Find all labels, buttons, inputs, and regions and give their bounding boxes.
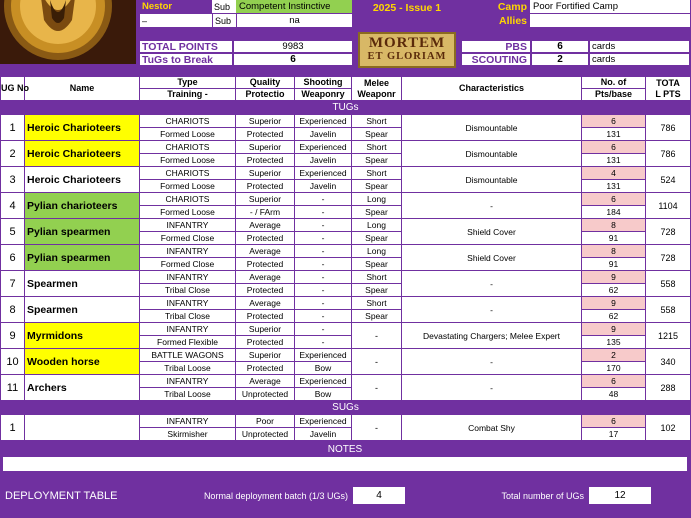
unit-quality[interactable]: Superior: [236, 193, 295, 206]
shield-logo-icon: [0, 0, 136, 64]
unit-base-count[interactable]: 9: [582, 271, 646, 284]
unit-points-per-base: 131: [582, 128, 646, 141]
unit-base-count[interactable]: 8: [582, 219, 646, 232]
unit-number: 10: [1, 349, 25, 375]
unit-weaponry[interactable]: Bow: [295, 362, 352, 375]
second-sub-label: Sub: [212, 14, 236, 27]
second-general-label: –: [140, 14, 212, 27]
unit-base-count[interactable]: 8: [582, 245, 646, 258]
unit-characteristics[interactable]: -: [402, 349, 582, 375]
unit-type[interactable]: INFANTRY: [140, 323, 236, 336]
unit-number: 5: [1, 219, 25, 245]
unit-quality[interactable]: Average: [236, 245, 295, 258]
unit-points-per-base: 62: [582, 284, 646, 297]
unit-training[interactable]: Skirmisher: [140, 428, 236, 441]
unit-melee[interactable]: -: [352, 323, 402, 349]
col-ug-no: UG No: [1, 77, 25, 101]
unit-name[interactable]: Heroic Charioteers: [25, 115, 140, 141]
unit-points-per-base: 184: [582, 206, 646, 219]
unit-protection[interactable]: Protected: [236, 180, 295, 193]
unit-type[interactable]: INFANTRY: [140, 415, 236, 428]
unit-base-count[interactable]: 6: [582, 141, 646, 154]
unit-training[interactable]: Tribal Loose: [140, 362, 236, 375]
unit-training[interactable]: Tribal Close: [140, 310, 236, 323]
unit-melee[interactable]: Short: [352, 167, 402, 180]
unit-row: [1, 115, 691, 128]
unit-total-points: 1215: [646, 323, 691, 349]
unit-name[interactable]: Pylian spearmen: [25, 219, 140, 245]
unit-melee[interactable]: Long: [352, 219, 402, 232]
unit-total-points: 340: [646, 349, 691, 375]
unit-shooting[interactable]: -: [295, 271, 352, 284]
unit-protection[interactable]: Unprotected: [236, 388, 295, 401]
unit-characteristics[interactable]: -: [402, 297, 582, 323]
unit-quality[interactable]: Superior: [236, 323, 295, 336]
unit-base-count[interactable]: 4: [582, 167, 646, 180]
unit-points-per-base: 17: [582, 428, 646, 441]
unit-melee[interactable]: Short: [352, 297, 402, 310]
unit-row: [1, 323, 691, 336]
unit-base-count[interactable]: 6: [582, 415, 646, 428]
allies-label: Allies: [498, 14, 527, 27]
unit-base-count[interactable]: 6: [582, 193, 646, 206]
col-name: Name: [25, 77, 140, 101]
event-title: 2025 - Issue 1: [372, 1, 442, 14]
unit-characteristics[interactable]: Dismountable: [402, 167, 582, 193]
unit-total-points: 1104: [646, 193, 691, 219]
unit-shooting[interactable]: Experienced: [295, 167, 352, 180]
army-header: [0, 0, 690, 76]
total-points-value: 9983: [233, 40, 353, 53]
total-points-label: TOTAL POINTS: [139, 40, 233, 53]
unit-row: [1, 349, 691, 362]
unit-name[interactable]: Pylian charioteers: [25, 193, 140, 219]
batch-value[interactable]: 4: [353, 487, 405, 504]
unit-characteristics[interactable]: Devastating Chargers; Melee Expert: [402, 323, 582, 349]
unit-protection[interactable]: Protected: [236, 128, 295, 141]
unit-training[interactable]: Tribal Loose: [140, 388, 236, 401]
unit-points-per-base: 91: [582, 232, 646, 245]
unit-melee[interactable]: Short: [352, 115, 402, 128]
unit-type[interactable]: INFANTRY: [140, 271, 236, 284]
unit-training[interactable]: Formed Flexible: [140, 336, 236, 349]
unit-total-points: 786: [646, 141, 691, 167]
unit-number: 4: [1, 193, 25, 219]
col-total-pts: TOTA L PTS: [646, 77, 691, 101]
unit-training[interactable]: Formed Loose: [140, 180, 236, 193]
unit-quality[interactable]: Average: [236, 297, 295, 310]
unit-total-points: 558: [646, 297, 691, 323]
player-sub-label: Sub: [212, 0, 236, 13]
unit-training[interactable]: Tribal Close: [140, 284, 236, 297]
unit-type[interactable]: CHARIOTS: [140, 115, 236, 128]
unit-number: 6: [1, 245, 25, 271]
scouting-label: SCOUTING: [461, 53, 531, 66]
unit-points-per-base: 170: [582, 362, 646, 375]
general-quality-field[interactable]: Competent Instinctive: [236, 0, 352, 13]
unit-type[interactable]: BATTLE WAGONS: [140, 349, 236, 362]
unit-points-per-base: 91: [582, 258, 646, 271]
unit-training[interactable]: Formed Loose: [140, 128, 236, 141]
unit-type[interactable]: INFANTRY: [140, 375, 236, 388]
unit-characteristics[interactable]: Shield Cover: [402, 219, 582, 245]
unit-number: 11: [1, 375, 25, 401]
unit-shooting[interactable]: Experienced: [295, 375, 352, 388]
column-header-row: [1, 77, 691, 101]
unit-row: [1, 297, 691, 310]
col-bases: No. of Pts/base: [582, 77, 646, 101]
player-label: Nestor: [142, 1, 173, 12]
col-characteristics: Characteristics: [402, 77, 582, 101]
tugs-section-header: TUGs: [1, 101, 691, 115]
unit-weaponry[interactable]: -: [295, 232, 352, 245]
unit-weaponry[interactable]: Bow: [295, 388, 352, 401]
unit-points-per-base: 135: [582, 336, 646, 349]
camp-label: Camp: [497, 0, 527, 13]
unit-protection[interactable]: Protected: [236, 362, 295, 375]
unit-row: [1, 141, 691, 154]
unit-melee-weapon[interactable]: Spear: [352, 232, 402, 245]
unit-name[interactable]: [25, 415, 140, 441]
unit-type[interactable]: CHARIOTS: [140, 167, 236, 180]
unit-row: [1, 375, 691, 388]
unit-melee[interactable]: Short: [352, 141, 402, 154]
unit-protection[interactable]: Unprotected: [236, 428, 295, 441]
unit-points-per-base: 131: [582, 180, 646, 193]
unit-protection[interactable]: Protected: [236, 310, 295, 323]
col-shooting: Shooting Weaponry: [295, 77, 352, 101]
unit-shooting[interactable]: -: [295, 323, 352, 336]
unit-weaponry[interactable]: -: [295, 258, 352, 271]
unit-melee[interactable]: Long: [352, 245, 402, 258]
unit-quality[interactable]: Superior: [236, 349, 295, 362]
unit-melee[interactable]: -: [352, 375, 402, 401]
unit-total-points: 728: [646, 245, 691, 271]
unit-number: 1: [1, 415, 25, 441]
unit-weaponry[interactable]: Javelin: [295, 128, 352, 141]
unit-points-per-base: 48: [582, 388, 646, 401]
unit-total-points: 728: [646, 219, 691, 245]
unit-quality[interactable]: Average: [236, 219, 295, 232]
unit-characteristics[interactable]: -: [402, 271, 582, 297]
unit-protection[interactable]: Protected: [236, 258, 295, 271]
pbs-value: 6: [531, 40, 589, 53]
batch-label: Normal deployment batch (1/3 UGs): [203, 491, 348, 501]
unit-training[interactable]: Formed Close: [140, 232, 236, 245]
unit-total-points: 524: [646, 167, 691, 193]
unit-total-points: 558: [646, 271, 691, 297]
unit-type[interactable]: INFANTRY: [140, 297, 236, 310]
unit-row: [1, 415, 691, 428]
unit-characteristics[interactable]: Combat Shy: [402, 415, 582, 441]
unit-name[interactable]: Spearmen: [25, 271, 140, 297]
unit-melee[interactable]: Short: [352, 271, 402, 284]
unit-melee-weapon[interactable]: Spear: [352, 310, 402, 323]
unit-protection[interactable]: Protected: [236, 232, 295, 245]
unit-total-points: 288: [646, 375, 691, 401]
unit-base-count[interactable]: 9: [582, 323, 646, 336]
unit-number: 1: [1, 115, 25, 141]
unit-shooting[interactable]: Experienced: [295, 349, 352, 362]
unit-shooting[interactable]: -: [295, 193, 352, 206]
unit-characteristics[interactable]: Shield Cover: [402, 245, 582, 271]
camp-field[interactable]: Poor Fortified Camp: [530, 0, 690, 13]
army-list-table: [0, 76, 691, 441]
unit-number: 8: [1, 297, 25, 323]
unit-name[interactable]: Heroic Charioteers: [25, 141, 140, 167]
unit-number: 3: [1, 167, 25, 193]
unit-shooting[interactable]: Experienced: [295, 115, 352, 128]
scouting-value: 2: [531, 53, 589, 66]
unit-melee-weapon[interactable]: Spear: [352, 180, 402, 193]
col-quality: Quality Protectio: [236, 77, 295, 101]
col-melee: Melee Weaponr: [352, 77, 402, 101]
scouting-unit: cards: [589, 53, 690, 66]
col-type: Type Training -: [140, 77, 236, 101]
unit-protection[interactable]: Protected: [236, 336, 295, 349]
unit-quality[interactable]: Superior: [236, 115, 295, 128]
unit-melee[interactable]: -: [352, 349, 402, 375]
unit-quality[interactable]: Average: [236, 271, 295, 284]
unit-shooting[interactable]: -: [295, 219, 352, 232]
unit-melee-weapon[interactable]: Spear: [352, 206, 402, 219]
unit-name[interactable]: Pylian spearmen: [25, 245, 140, 271]
unit-total-points: 102: [646, 415, 691, 441]
unit-base-count[interactable]: 6: [582, 115, 646, 128]
unit-row: [1, 219, 691, 232]
second-general-field[interactable]: na: [236, 14, 352, 27]
unit-training[interactable]: Formed Loose: [140, 206, 236, 219]
tugs-break-label: TuGs to Break: [139, 53, 233, 66]
unit-quality[interactable]: Superior: [236, 141, 295, 154]
total-ugs-value[interactable]: 12: [589, 487, 651, 504]
unit-name[interactable]: Archers: [25, 375, 140, 401]
unit-quality[interactable]: Superior: [236, 167, 295, 180]
unit-characteristics[interactable]: -: [402, 193, 582, 219]
pbs-label: PBS: [461, 40, 531, 53]
logo-line-1: MORTEM: [368, 35, 446, 51]
unit-weaponry[interactable]: -: [295, 206, 352, 219]
unit-quality[interactable]: Poor: [236, 415, 295, 428]
unit-row: [1, 245, 691, 258]
unit-training[interactable]: Formed Close: [140, 258, 236, 271]
unit-name[interactable]: Myrmidons: [25, 323, 140, 349]
unit-shooting[interactable]: Experienced: [295, 141, 352, 154]
logo-line-2: ET GLORIAM: [367, 51, 447, 62]
unit-melee-weapon[interactable]: Spear: [352, 154, 402, 167]
unit-shooting[interactable]: -: [295, 245, 352, 258]
unit-base-count[interactable]: 9: [582, 297, 646, 310]
unit-melee[interactable]: Long: [352, 193, 402, 206]
unit-protection[interactable]: Protected: [236, 284, 295, 297]
allies-field[interactable]: [530, 14, 690, 27]
unit-row: [1, 193, 691, 206]
unit-melee-weapon[interactable]: Spear: [352, 284, 402, 297]
unit-type[interactable]: CHARIOTS: [140, 141, 236, 154]
unit-points-per-base: 131: [582, 154, 646, 167]
unit-weaponry[interactable]: Javelin: [295, 180, 352, 193]
unit-number: 2: [1, 141, 25, 167]
total-ugs-label: Total number of UGs: [501, 491, 584, 501]
unit-characteristics[interactable]: Dismountable: [402, 115, 582, 141]
unit-type[interactable]: INFANTRY: [140, 245, 236, 258]
unit-number: 7: [1, 271, 25, 297]
unit-type[interactable]: INFANTRY: [140, 219, 236, 232]
unit-shooting[interactable]: Experienced: [295, 415, 352, 428]
unit-base-count[interactable]: 6: [582, 375, 646, 388]
unit-weaponry[interactable]: Javelin: [295, 428, 352, 441]
unit-name[interactable]: Wooden horse: [25, 349, 140, 375]
unit-shooting[interactable]: -: [295, 297, 352, 310]
unit-protection[interactable]: - / FArm: [236, 206, 295, 219]
unit-weaponry[interactable]: -: [295, 284, 352, 297]
unit-training[interactable]: Formed Loose: [140, 154, 236, 167]
unit-type[interactable]: CHARIOTS: [140, 193, 236, 206]
unit-weaponry[interactable]: -: [295, 336, 352, 349]
unit-melee-weapon[interactable]: Spear: [352, 128, 402, 141]
unit-characteristics[interactable]: -: [402, 375, 582, 401]
unit-melee[interactable]: -: [352, 415, 402, 441]
unit-total-points: 786: [646, 115, 691, 141]
unit-characteristics[interactable]: Dismountable: [402, 141, 582, 167]
unit-row: [1, 167, 691, 180]
unit-weaponry[interactable]: -: [295, 310, 352, 323]
unit-name[interactable]: Heroic Charioteers: [25, 167, 140, 193]
notes-field[interactable]: [3, 457, 687, 471]
notes-section-header: NOTES: [327, 443, 363, 455]
unit-weaponry[interactable]: Javelin: [295, 154, 352, 167]
tugs-break-value: 6: [233, 53, 353, 66]
unit-melee-weapon[interactable]: Spear: [352, 258, 402, 271]
unit-protection[interactable]: Protected: [236, 154, 295, 167]
unit-name[interactable]: Spearmen: [25, 297, 140, 323]
sugs-section-header: SUGs: [1, 401, 691, 415]
unit-quality[interactable]: Average: [236, 375, 295, 388]
pbs-unit: cards: [589, 40, 690, 53]
deployment-table-title: DEPLOYMENT TABLE: [5, 490, 118, 502]
unit-points-per-base: 62: [582, 310, 646, 323]
unit-number: 9: [1, 323, 25, 349]
unit-base-count[interactable]: 2: [582, 349, 646, 362]
unit-row: [1, 271, 691, 284]
mortem-et-gloriam-logo: [358, 32, 456, 68]
